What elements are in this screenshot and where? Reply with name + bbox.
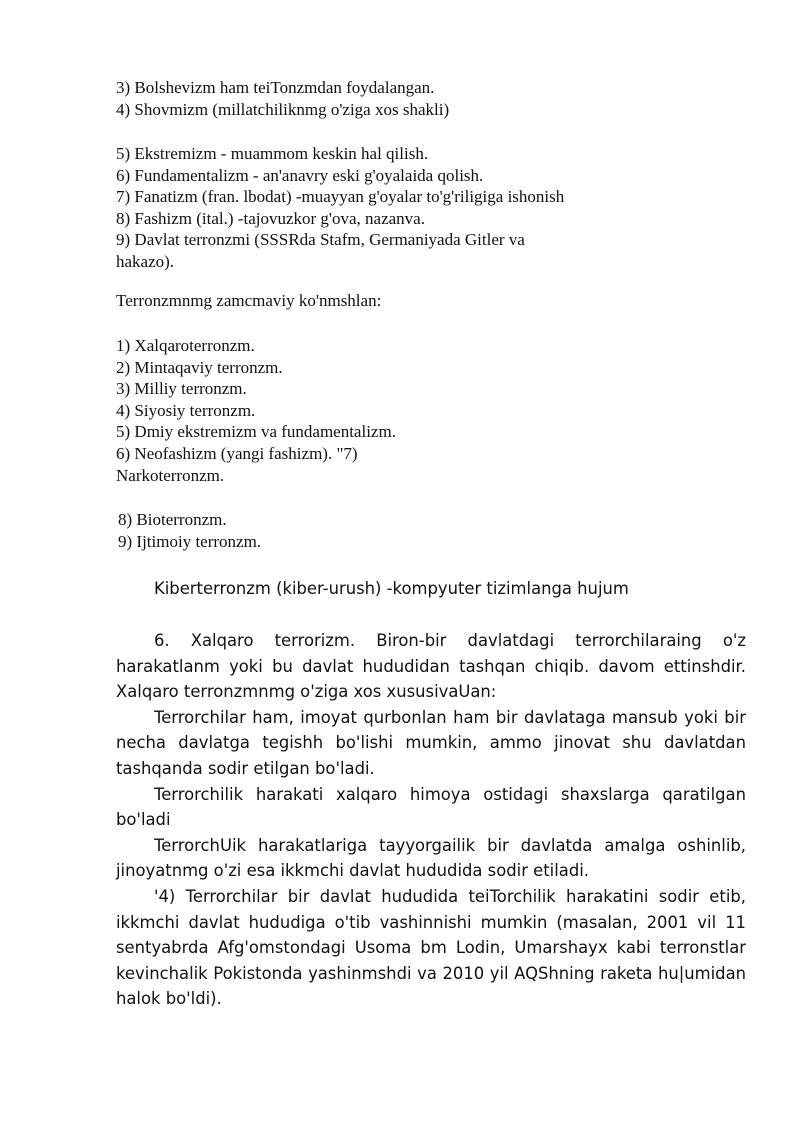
paragraph: Terrorchilik harakati xalqaro himoya ostidagi shaxslarga qaratilgan bo'ladi [116,784,746,830]
list-item: 5) Ekstremizm - muammom keskin hal qilish. [116,144,429,163]
paragraph: Terrorchilar ham, imoyat qurbonlan ham bir davlataga mansub yoki bir necha davlatga tegishh bo'lishi mumkin, ammo jinovat shu davlatdan tashqanda sodir etilgan bo'ladi. [116,707,746,778]
cyber-terrorism-line: Kiberterronzm (kiber-urush) -kompyuter tizimlanga hujum [154,579,629,598]
list-item: 3) Milliy terronzm. [116,379,247,399]
forms-list [116,335,396,486]
body-paragraphs [116,628,746,1012]
list-item: 4) Siyosiy terronzm. [116,400,256,420]
list-item: 8) Fashizm (ital.) -tajovuzkor g'ova, nazanva. [116,208,425,228]
list-item: 6) Fundamentalizm - an'anavry eski g'oyalaida qolish. [116,165,484,185]
list-item: Narkoterronzm. [116,465,225,485]
list-item: 5) Dmiy ekstremizm va fundamentalizm. [116,422,396,442]
paragraph: TerrorchUik harakatlariga tayyorgailik bir davlatda amalga oshinlib, jinoyatnmg o'zi esa ikkmchi davlat hududida sodir etiladi. [116,835,746,881]
list-item: 9) Ijtimoiy terronzm. [118,531,262,551]
list-item: hakazo). [116,251,175,271]
list-item: 4) Shovmizm (millatchiliknmg o'ziga xos shakli) [116,99,450,119]
section-heading: Terronzmnmg zamcmaviy ko'nmshlan: [116,291,382,310]
list-item: 2) Mintaqaviy terronzm. [116,357,283,377]
list-item: 7) Fanatizm (fran. lbodat) -muayyan g'oyalar to'g'riligiga ishonish [116,187,565,207]
list-top [116,77,449,120]
list-item: 9) Davlat terronzmi (SSSRda Stafm, Germaniyada Gitler va [116,230,525,250]
list-item: 6) Neofashizm (yangi fashizm). "7) [116,443,358,463]
paragraph: '4) Terrorchilar bir davlat hududida teiTorchilik harakatini sodir etib, ikkmchi davlat hududiga o'tib vashinnishi mumkin (masalan, 2001 vil 11 sentyabrda Afg'omstondagi Usoma bm Lodin, Umarshayx kabi terronstlar kevinchalik Pokistonda yashinmshdi va 2010 yil AQShning raketa hu|umidan halok bo'ldi). [116,886,746,1009]
forms-list-continued [118,509,261,552]
list-item: 3) Bolshevizm ham teiTonzmdan foydalangan. [116,78,435,97]
list-mid [116,143,564,273]
paragraph: 6. Xalqaro terrorizm. Biron-bir davlatdagi terrorchilaraing o'z harakatlanm yoki bu davlat hududidan tashqan chiqib. davom ettinshdir. Xalqaro terronzmnmg o'ziga xos xususivaUan: [116,631,746,702]
list-item: 1) Xalqaroterronzm. [116,336,255,355]
list-item: 8) Bioterronzm. [118,510,227,529]
